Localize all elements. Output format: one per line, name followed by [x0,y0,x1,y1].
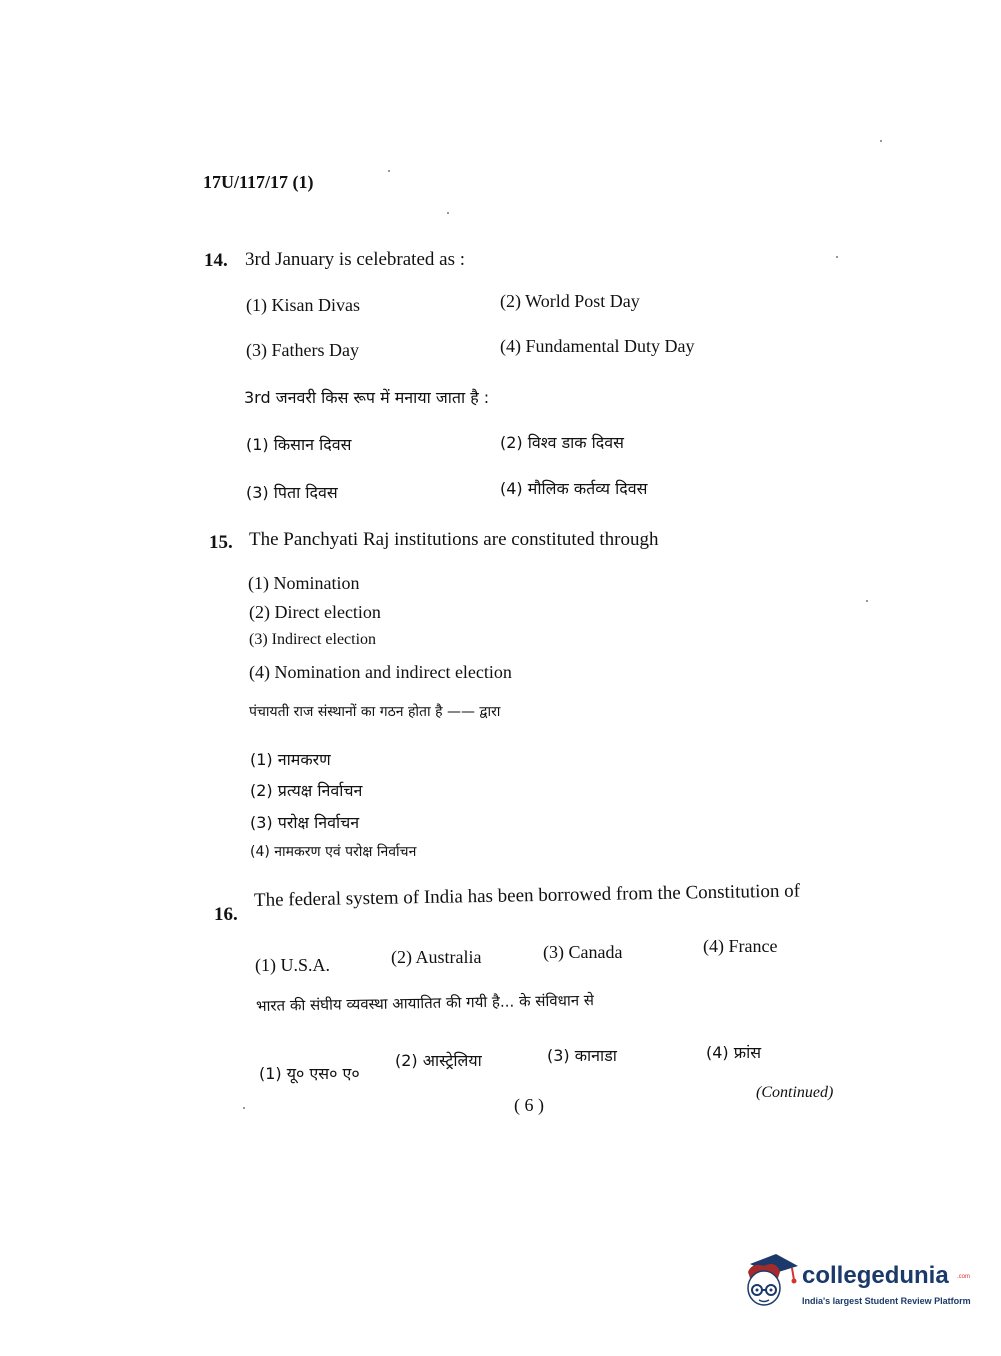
option: (3) Canada [543,942,623,962]
continued-label: (Continued) [756,1084,834,1101]
question-text: The federal system of India has been borrowed from the Constitution of [253,880,801,911]
option-hindi: (3) कानाडा [547,1046,617,1065]
question-number: 16. [214,904,238,925]
option: (1) U.S.A. [255,955,330,975]
option-hindi: (1) नामकरण [250,750,331,769]
option-hindi: (4) फ्रांस [706,1043,762,1062]
question-text-hindi: भारत की संघीय व्यवस्था आयातित की गयी है... के संविधान से [255,991,595,1015]
option-hindi: (2) आस्ट्रेलिया [395,1051,482,1070]
scan-speck [880,140,882,142]
logo-tagline: India's largest Student Review Platform [802,1296,971,1306]
scan-speck [866,600,868,602]
question-number: 14. [204,250,228,271]
logo-wordmark: collegedunia [802,1262,949,1289]
scan-speck [836,256,838,258]
collegedunia-logo [742,1248,972,1318]
option: (2) Australia [391,947,482,967]
scan-speck [243,1107,245,1109]
option: (4) Nomination and indirect election [249,662,512,682]
option: (3) Fathers Day [246,340,359,360]
option: (2) Direct election [249,602,381,622]
question-text: 3rd January is celebrated as : [245,249,465,270]
mascot-icon [742,1248,800,1314]
scan-speck [447,212,449,214]
option: (1) Nomination [248,573,360,593]
option: (3) Indirect election [249,631,377,648]
question-number: 15. [209,532,233,553]
scan-speck [388,170,390,172]
option-hindi: (3) परोक्ष निर्वाचन [250,813,360,832]
option-hindi: (2) प्रत्यक्ष निर्वाचन [250,781,363,800]
option-hindi: (3) पिता दिवस [246,483,338,502]
option: (1) Kisan Divas [246,295,360,315]
option: (2) World Post Day [500,291,640,311]
option-hindi: (1) यू० एस० ए० [259,1064,360,1083]
option: (4) Fundamental Duty Day [500,336,695,356]
option-hindi: (2) विश्व डाक दिवस [500,433,625,452]
option-hindi: (4) मौलिक कर्तव्य दिवस [500,479,648,498]
option: (4) France [703,936,778,956]
option-hindi: (4) नामकरण एवं परोक्ष निर्वाचन [250,844,417,860]
question-text: The Panchyati Raj institutions are constituted through [249,529,659,550]
page-number: ( 6 ) [514,1095,544,1115]
paper-code: 17U/117/17 (1) [203,172,314,192]
logo-domain: .com [957,1274,971,1280]
question-text-hindi: पंचायती राज संस्थानों का गठन होता है —— द्वारा [249,704,501,720]
question-text-hindi: 3rd जनवरी किस रूप में मनाया जाता है : [244,388,490,407]
option-hindi: (1) किसान दिवस [246,435,352,454]
